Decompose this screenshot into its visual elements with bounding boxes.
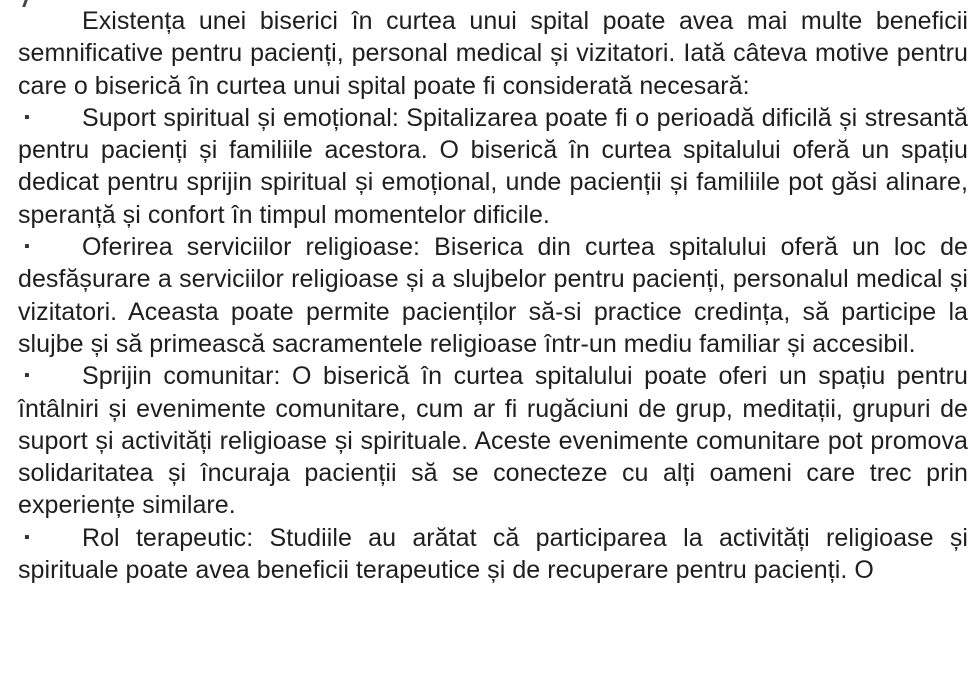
list-item (18, 360, 968, 521)
bullet-icon: ▪ (24, 528, 30, 546)
list-item-text: Oferirea serviciilor religioase: Biserica din curtea spitalului oferă un loc de desfășurare a serviciilor religioase și a slujbelor pentru pacienți, personalul medical și vizitatori. Aceasta poate permite pacienților să-si practice credința, să participe la slujbe și să primească sacramentele religioase într-un mediu familiar și accesibil. (18, 233, 968, 358)
list-item-text: Suport spiritual și emoțional: Spitalizarea poate fi o perioadă dificilă și stresantă pentru pacienți și familiile acestora. O biserică în curtea spitalului oferă un spațiu dedicat pentru sprijin spiritual și emoțional, unde pacienții și familiile pot găsi alinare, speranță și confort în timpul momentelor dificile. (18, 103, 968, 229)
bullet-icon: ▪ (24, 367, 30, 385)
bullet-icon: ▪ (24, 108, 30, 126)
list-item (18, 102, 968, 231)
list-item (18, 231, 968, 360)
list-item-text: Rol terapeutic: Studiile au arătat că participarea la activități religioase și spirituale poate avea beneficii terapeutice și de recuperare pentru pacienți. O (18, 523, 968, 585)
intro-paragraph: Existența unei biserici în curtea unui spital poate avea mai multe beneficii semnificative pentru pacienți, personal medical și vizitatori. Iată câteva motive pentru care o biserică în curtea unui spital poate fi considerată necesară: (18, 7, 968, 100)
list-item (18, 522, 968, 587)
bullet-icon: ▪ (24, 238, 30, 256)
list-item-text: Sprijin comunitar: O biserică în curtea spitalului poate oferi un spațiu pentru întâlniri și evenimente comunitare, cum ar fi rugăciuni de grup, meditații, grupuri de suport și activități religioase și spirituale. Aceste evenimente comunitare pot promova solidaritatea și încuraja pacienții să se conecteze cu alți oameni care trec prin experiențe similare. (18, 362, 968, 520)
document-page (18, 5, 968, 586)
